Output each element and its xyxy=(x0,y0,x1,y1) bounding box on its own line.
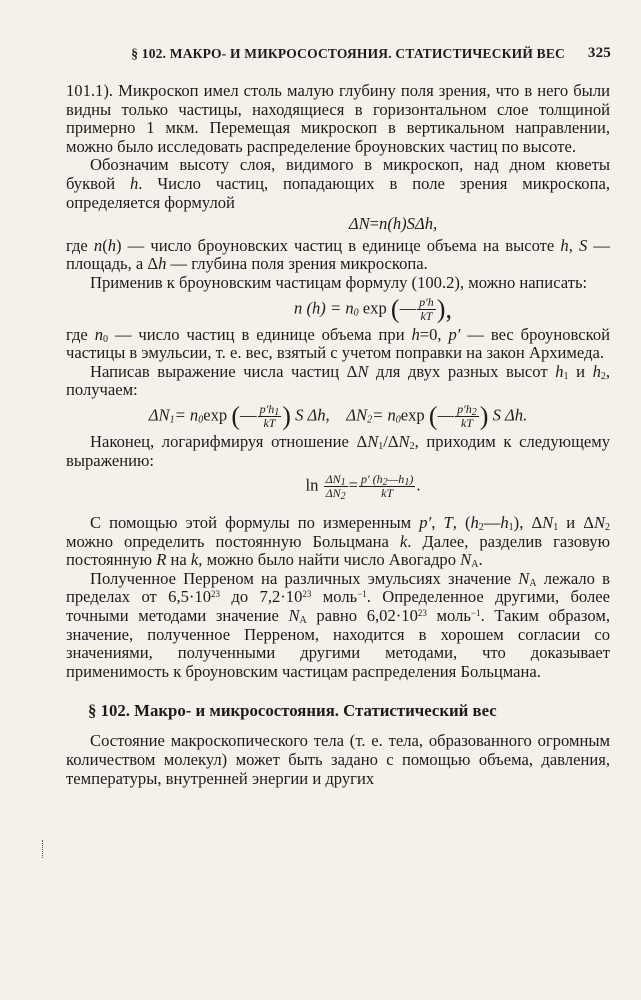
formula-two-heights: $\Delta N_1= n_0\exp$ (— $\frac{p'h_1}{kT}$ ) S Δh, $\Delta N_2= n_0\exp$ (— $\frac{p'h_2}{kT}$ ) S Δh. xyxy=(148,401,528,431)
section-heading: § 102. Макро- и микросостояния. Статистический вес xyxy=(88,701,497,721)
formula-delta-n: ΔN=n(h)SΔh, xyxy=(348,214,438,234)
margin-mark xyxy=(42,840,45,858)
paragraph-5: где $n_0$ — число частиц в единице объема при h=0, p′ — вес броуновской частицы в эмульсии, т. е. вес, взятый с учетом поправки на закон Архимеда. xyxy=(66,324,611,363)
paragraph-9: Полученное Перреном на различных эмульсиях значение $N_A$ лежало в пределах от $6,5\cdot 10^{23}$ до $7,2\cdot 10^{23}$ моль$^{-1}$. Определенное другими, более точными методами значение $N_A$ равно $6,02\cdot 10^{23}$ моль$^{-1}$. Таким образом, значение, полученное Перреном, находится в хорошем согласии со значениями, полученными другими методами, что доказывает применимость к броуновским частицам распределения Больцмана. xyxy=(66,568,611,681)
paragraph-10: Состояние макроскопического тела (т. е. тела, образованного огромным количеством молекул) может быть задано с помощью объема, давления, температуры, внутренней энергии и других xyxy=(66,731,610,788)
page-number: 325 xyxy=(587,45,611,61)
formula-barometric: n $(h) = n_0$ exp (— $\frac{p'h}{kT}$ ), xyxy=(294,294,452,324)
running-title: § 102. МАКРО- И МИКРОСОСТОЯНИЯ. СТАТИСТИЧЕСКИЙ ВЕС xyxy=(131,46,565,61)
paragraph-4: Применив к броуновским частицам формулу (100.2), можно написать: xyxy=(90,272,588,292)
paragraph-6: Написав выражение числа частиц ΔN для двух разных высот $h_1$ и $h_2$, получаем: xyxy=(66,361,611,400)
paragraph-2: Обозначим высоту слоя, видимого в микроскоп, над дном кюветы буквой h. Число частиц, попадающих в поле зрения микроскопа, определяется формулой xyxy=(66,155,610,212)
paragraph-8: С помощью этой формулы по измеренным p′, T, $(h_2—h_1)$, $\Delta N_1$ и $\Delta N_2$ можно определить постоянную Больцмана k. Далее, разделив газовую постоянную R на k, можно было найти число Авогадро $N_A$. xyxy=(66,513,611,571)
running-header xyxy=(62,44,611,66)
paragraph-7: Наконец, логарифмируя отношение $\Delta N_1/\Delta N_2$, приходим к следующему выражению: xyxy=(66,431,611,470)
page-body xyxy=(66,82,610,788)
paragraph-3: где n(h) — число броуновских частиц в единице объема на высоте h, S — площадь, а Δh — глубина поля зрения микроскопа. xyxy=(66,235,610,274)
paragraph-1: 101.1). Микроскоп имел столь малую глубину поля зрения, что в него были видны только частицы, находящиеся в горизонтальном слое толщиной примерно 1 мкм. Перемещая микроскоп в вертикальном направлении, можно было исследовать распределение броуновских частиц по высоте. xyxy=(66,81,610,156)
formula-log-ratio: ln $\frac{\Delta N_1}{\Delta N_2}$ = $\frac{p' (h_2—h_1)}{kT}$ . xyxy=(305,472,421,503)
